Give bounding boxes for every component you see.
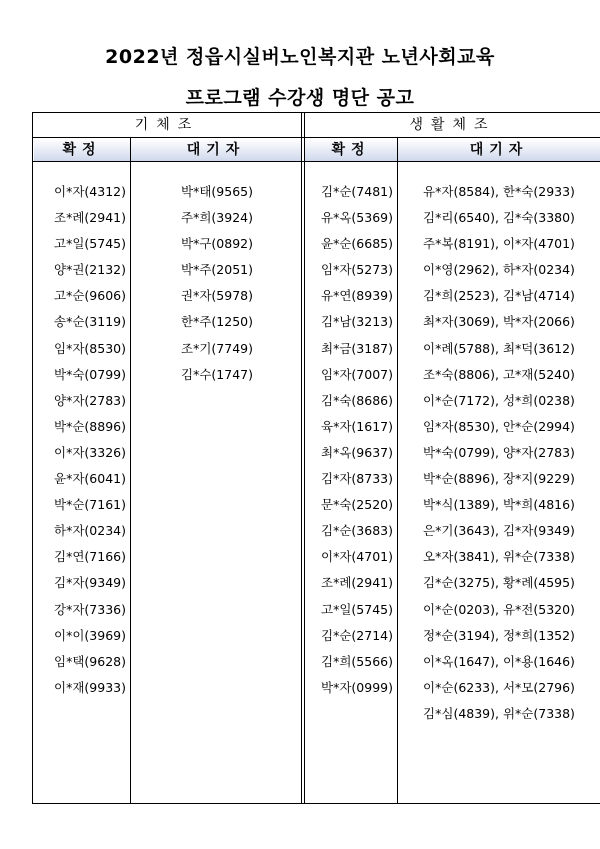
list-item: 임*자(8530), 안*순(2994) (423, 418, 575, 434)
list-item: 주*희(3924) (181, 210, 253, 226)
list-item: 문*숙(2520) (321, 497, 393, 513)
list-item: 조*숙(8806), 고*재(5240) (423, 366, 575, 382)
list-item: 은*기(3643), 김*자(9349) (423, 523, 575, 539)
header-living-confirmed: 확정 (305, 139, 397, 161)
list-item: 이*순(6233), 서*모(2796) (423, 679, 575, 695)
list-item: 최*옥(9637) (321, 444, 393, 460)
list-item: 최*금(3187) (321, 340, 393, 356)
living-waiting-list (398, 179, 600, 727)
list-item: 고*일(5745) (54, 236, 126, 252)
list-item: 양*자(2783) (54, 392, 126, 408)
list-item: 김*순(3683) (321, 523, 393, 539)
list-item: 이*자(4312) (54, 184, 126, 199)
list-item: 박*태(9565) (181, 184, 253, 199)
list-item: 김*순(3275), 황*례(4595) (423, 575, 575, 591)
list-item: 유*연(8939) (321, 288, 393, 304)
roster-table (32, 112, 600, 804)
list-item: 박*숙(0799) (54, 366, 126, 382)
list-item: 이*례(5788), 최*덕(3612) (423, 340, 575, 356)
list-item: 김*심(4839), 위*순(7338) (423, 705, 575, 721)
list-item: 김*연(7166) (54, 549, 126, 565)
list-item: 김*숙(8686) (321, 392, 393, 408)
list-item: 김*남(3213) (321, 314, 393, 330)
list-item: 박*식(1389), 박*희(4816) (423, 497, 575, 513)
list-item: 권*자(5978) (181, 288, 253, 304)
list-item: 김*자(8733) (321, 471, 393, 487)
gymnastics-confirmed-list (33, 179, 126, 701)
list-item: 김*리(6540), 김*숙(3380) (423, 210, 575, 226)
list-item: 이*옥(1647), 이*용(1646) (423, 653, 575, 669)
list-item: 하*자(0234) (54, 523, 126, 539)
list-item: 이*이(3969) (54, 627, 126, 643)
list-item: 박*숙(0799), 양*자(2783) (423, 444, 575, 460)
divider-groups (301, 113, 302, 803)
list-item: 육*자(1617) (321, 418, 393, 434)
list-item: 박*자(0999) (321, 679, 393, 695)
list-item: 송*순(3119) (54, 314, 126, 330)
list-item: 박*순(7161) (54, 497, 126, 513)
list-item: 이*자(3326) (54, 444, 126, 460)
gymnastics-waiting-list (131, 179, 253, 388)
list-item: 김*수(1747) (181, 366, 253, 382)
list-item: 강*자(7336) (54, 601, 126, 617)
header-divider (33, 137, 600, 138)
list-item: 박*순(8896), 장*지(9229) (423, 471, 575, 487)
list-item: 윤*순(6685) (321, 236, 393, 252)
list-item: 윤*자(6041) (54, 471, 126, 487)
list-item: 이*순(7172), 성*희(0238) (423, 392, 575, 408)
list-item: 고*일(5745) (321, 601, 393, 617)
list-item: 고*순(9606) (54, 288, 126, 304)
list-item: 김*희(5566) (321, 653, 393, 669)
list-item: 최*자(3069), 박*자(2066) (423, 314, 575, 330)
group-header-living: 생활체조 (409, 117, 496, 133)
list-item: 양*권(2132) (54, 262, 126, 278)
list-item: 김*순(2714) (321, 627, 393, 643)
list-item: 이*영(2962), 하*자(0234) (423, 262, 575, 278)
title-line-1: 2022년 정읍시실버노인복지관 노년사회교육 (105, 46, 495, 68)
list-item: 주*복(8191), 이*자(4701) (423, 236, 575, 252)
list-item: 오*자(3841), 위*순(7338) (423, 549, 575, 565)
subheader-divider (33, 161, 600, 162)
list-item: 이*재(9933) (54, 679, 126, 695)
list-item: 임*자(8530) (54, 340, 126, 356)
header-gym-confirmed: 확정 (34, 139, 130, 161)
list-item: 조*례(2941) (321, 575, 393, 591)
header-gym-waiting: 대기자 (131, 139, 301, 161)
list-item: 한*주(1250) (181, 314, 253, 330)
header-living-waiting: 대기자 (398, 139, 600, 161)
list-item: 유*자(8584), 한*숙(2933) (423, 184, 575, 199)
list-item: 정*순(3194), 정*희(1352) (423, 627, 575, 643)
title-line-2: 프로그램 수강생 명단 공고 (185, 87, 415, 109)
list-item: 조*례(2941) (54, 210, 126, 226)
list-item: 김*희(2523), 김*남(4714) (423, 288, 575, 304)
list-item: 이*순(0203), 유*전(5320) (423, 601, 575, 617)
list-item: 김*순(7481) (321, 184, 393, 199)
list-item: 임*택(9628) (54, 653, 126, 669)
list-item: 박*순(8896) (54, 418, 126, 434)
list-item: 이*자(4701) (321, 549, 393, 565)
list-item: 김*자(9349) (54, 575, 126, 591)
list-item: 임*자(7007) (321, 366, 393, 382)
group-header-gymnastics: 기체조 (134, 117, 200, 133)
list-item: 박*구(0892) (181, 236, 253, 252)
list-item: 임*자(5273) (321, 262, 393, 278)
list-item: 유*옥(5369) (321, 210, 393, 226)
list-item: 박*주(2051) (181, 262, 253, 278)
list-item: 조*기(7749) (181, 340, 253, 356)
living-confirmed-list (305, 179, 393, 701)
